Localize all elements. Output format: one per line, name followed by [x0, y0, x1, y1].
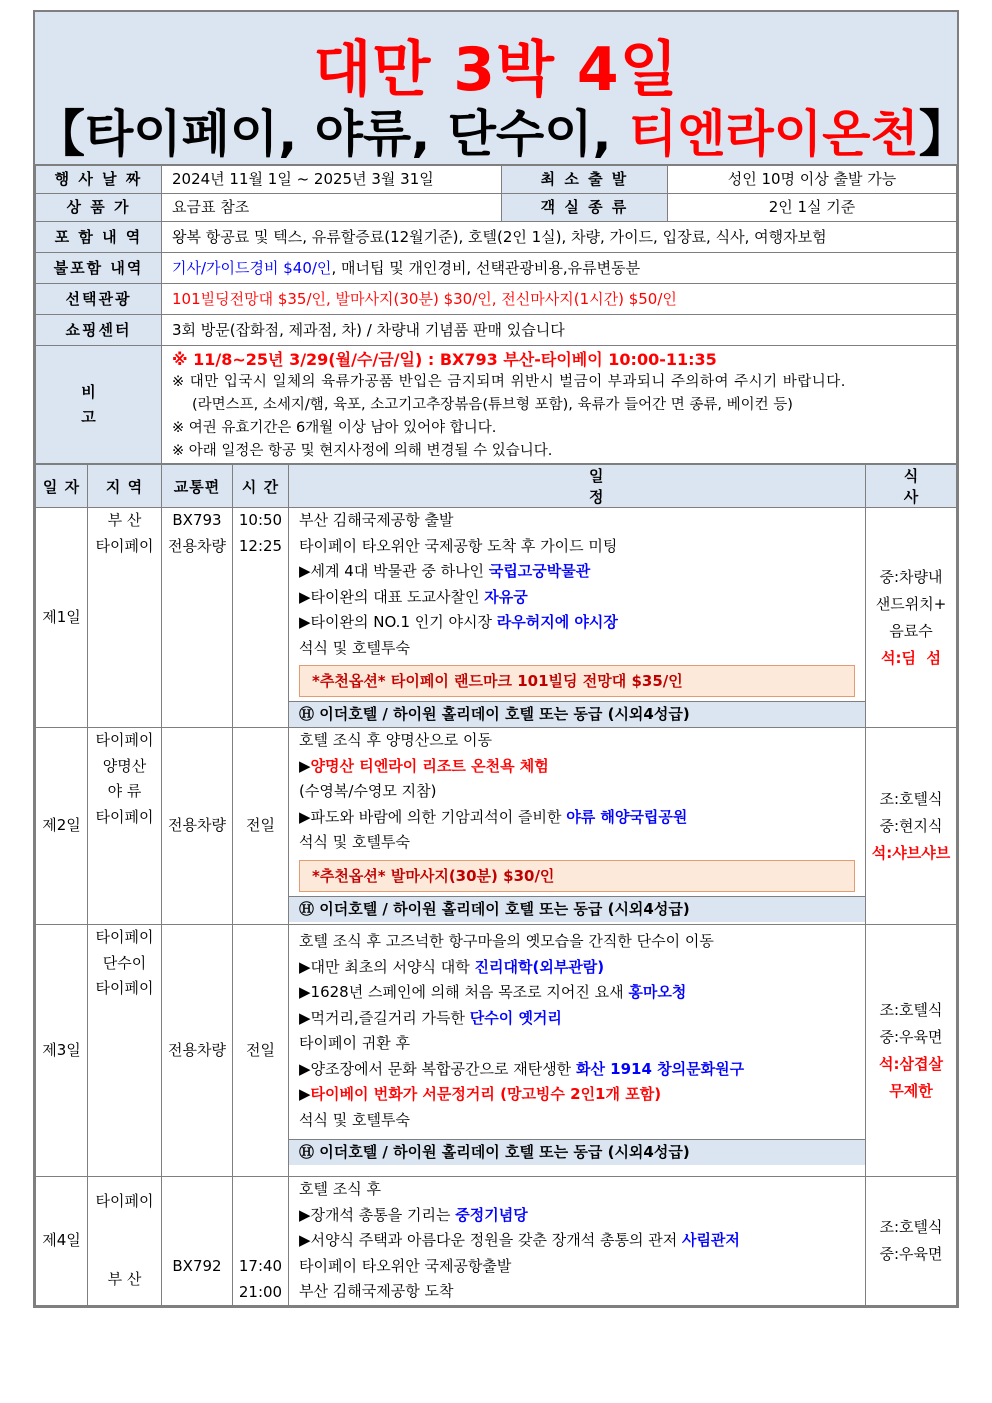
day-label: 제3일 [36, 925, 88, 1177]
region-item: 단수이 [102, 953, 147, 972]
region-item: 타이페이 [95, 731, 154, 749]
hotel-info: Ⓗ 이더호텔 / 하이원 홀리데이 호텔 또는 동급 (시외4성급) [289, 701, 865, 727]
itinerary-highlight: 국립고궁박물관 [488, 562, 591, 580]
title-banner [35, 12, 969, 165]
transport-item: BX793 [172, 511, 222, 529]
day-row [36, 508, 957, 728]
transport-cell [162, 1177, 233, 1306]
itinerary-text: ▶먹거리,즐길거리 가득한 [299, 1008, 470, 1027]
day-row [36, 728, 957, 925]
itinerary-text: 부산 김해국제공항 출발 [299, 511, 454, 529]
meal-item: 음료수 [889, 621, 933, 640]
header-region: 지 역 [88, 465, 162, 508]
meal-item: 중:현지식 [879, 816, 943, 835]
region-item: 부 산 [107, 1269, 142, 1288]
day-label: 제1일 [36, 508, 88, 728]
itinerary-text: ▶타이완의 NO.1 인기 야시장 [299, 613, 497, 631]
itinerary-text: 석식 및 호텔투숙 [299, 1110, 410, 1129]
itinerary-line [299, 1006, 855, 1032]
hotel-info: Ⓗ 이더호텔 / 하이원 홀리데이 호텔 또는 동급 (시외4성급) [289, 1139, 865, 1165]
option-label: 선택관광 [36, 284, 162, 315]
itinerary-text: 부산 김해국제공항 도착 [299, 1282, 454, 1300]
date-label: 행 사 날 짜 [36, 166, 162, 194]
info-table [35, 165, 957, 464]
day-row [36, 925, 957, 1177]
note-label: 비 고 [36, 346, 162, 464]
itinerary-text: ▶타이완의 대표 도교사찰인 [299, 587, 485, 606]
meal-cell [866, 508, 957, 728]
region-item: 타이페이 [95, 807, 154, 826]
date-value: 2024년 11월 1일 ~ 2025년 3월 31일 [162, 166, 502, 194]
itinerary-text: (수영복/수영모 지참) [299, 782, 437, 800]
shop-label: 쇼핑센터 [36, 315, 162, 346]
itinerary-line [299, 754, 855, 780]
header-meal: 식 사 [866, 465, 957, 508]
meal-item: 중:차량내 [879, 567, 943, 586]
itinerary-text: ▶양조장에서 문화 복합공간으로 재탄생한 [299, 1059, 576, 1078]
meal-item: 중:우육면 [879, 1027, 943, 1046]
region-cell [88, 925, 162, 1177]
itinerary-line [299, 1177, 855, 1203]
page-title: 대만 3박 4일 [313, 35, 679, 105]
exclude-label: 불포함 내역 [36, 253, 162, 284]
time-cell: 전일 [233, 728, 289, 925]
region-item: 타이페이 [95, 979, 154, 997]
itinerary-text: 타이페이 타오위안 국제공항 도착 후 가이드 미팅 [299, 536, 618, 555]
itinerary-line [299, 610, 855, 636]
itinerary-line [299, 830, 855, 856]
itinerary-line [299, 1082, 855, 1108]
itinerary-line [299, 1057, 855, 1083]
min-label: 최 소 출 발 [502, 166, 668, 194]
itinerary-text: 호텔 조식 후 고즈넉한 항구마을의 옛모습을 간직한 단수이 이동 [299, 932, 714, 950]
meal-item: 조:호텔식 [879, 1218, 943, 1236]
meal-item: 무제한 [889, 1081, 933, 1100]
itinerary-line [299, 559, 855, 585]
itinerary-line [299, 1031, 855, 1057]
note-change: ※ 아래 일정은 항공 및 현지사정에 의해 변경될 수 있습니다. [172, 443, 553, 459]
time-cell [233, 1177, 289, 1306]
region-item: 타이페이 [95, 536, 154, 555]
itinerary-text: 호텔 조식 후 양명산으로 이동 [299, 731, 492, 749]
itinerary-line [299, 980, 855, 1006]
itinerary-highlight: 단수이 옛거리 [469, 1008, 562, 1027]
itinerary-cell [289, 925, 866, 1177]
page-subtitle [35, 105, 969, 163]
itinerary-text: ▶1628년 스페인에 의해 처음 목조로 지어진 요새 [299, 983, 629, 1001]
region-item: 타이페이 [95, 928, 154, 946]
time-item: 17:40 [238, 1257, 283, 1275]
option-value: 101빌딩전망대 $35/인, 발마사지(30분) $30/인, 전신마사지(1시간) $50/인 [162, 284, 957, 315]
subtitle-suffix: 】 [918, 105, 969, 163]
itinerary-text: ▶ [299, 1085, 311, 1103]
note-passport: ※ 여권 유효기간은 6개월 이상 남아 있어야 합니다. [172, 420, 497, 436]
header-time: 시 간 [233, 465, 289, 508]
itinerary-highlight: 자유궁 [484, 587, 528, 606]
itinerary-line [299, 929, 855, 955]
note-meat-ban: ※ 대만 입국시 일체의 육류가공품 반입은 금지되며 위반시 벌금이 부과되니 주의하여 주시기 바랍니다. [172, 374, 846, 390]
day-row [36, 1177, 957, 1306]
region-item: 양명산 [102, 756, 147, 775]
header-itinerary: 일 정 [289, 465, 866, 508]
recommended-option: *추천옵션* 발마사지(30분) $30/인 [299, 860, 855, 892]
include-label: 포 함 내 역 [36, 222, 162, 253]
itinerary-cell [289, 728, 866, 925]
itinerary-line [299, 779, 855, 805]
meal-item: 조:호텔식 [879, 789, 943, 808]
itinerary-lines [289, 1177, 865, 1305]
transport-cell: 전용차량 [162, 728, 233, 925]
itinerary-sheet [33, 10, 969, 1308]
itinerary-cell [289, 508, 866, 728]
itinerary-line [299, 728, 855, 754]
itinerary-line [299, 636, 855, 662]
hotel-info: Ⓗ 이더호텔 / 하이원 홀리데이 호텔 또는 동급 (시외4성급) [289, 896, 865, 922]
itinerary-highlight: 진리대학(외부관람) [474, 957, 605, 976]
transport-cell [162, 508, 233, 728]
itinerary-highlight: 사림관저 [681, 1231, 740, 1249]
itinerary-text: ▶장개석 총통을 기리는 [299, 1205, 456, 1224]
price-value: 요금표 참조 [162, 194, 502, 222]
exclude-rest: , 매너팁 및 개인경비, 선택관광비용,유류변동분 [331, 258, 641, 277]
region-item: 부 산 [107, 511, 142, 529]
room-value: 2인 1실 기준 [668, 194, 957, 222]
day-label: 제2일 [36, 728, 88, 925]
transport-item: 전용차량 [168, 536, 226, 555]
itinerary-text: ▶세계 4대 박물관 중 하나인 [299, 562, 489, 580]
subtitle-prefix: 【타이페이, 야류, 단수이, [35, 105, 629, 163]
exclude-guide-fee: 기사/가이드경비 $40/인 [172, 258, 332, 277]
shop-value: 3회 방문(잡화점, 제과점, 차) / 차량내 기념품 판매 있습니다 [162, 315, 957, 346]
schedule-table [35, 464, 957, 1306]
itinerary-highlight: 야류 해양국립공원 [566, 807, 688, 826]
transport-cell: 전용차량 [162, 925, 233, 1177]
region-item: 타이페이 [95, 1192, 154, 1210]
region-item: 야 류 [107, 782, 142, 800]
itinerary-text: 석식 및 호텔투숙 [299, 638, 410, 657]
note-flight: ※ 11/8~25년 3/29(월/수/금/일) : BX793 부산-타이베이 10:00-11:35 [172, 350, 717, 369]
itinerary-text: ▶서양식 주택과 아름다운 정원을 갖춘 장개석 총통의 관저 [299, 1231, 682, 1249]
subtitle-highlight: 티엔라이온천 [628, 105, 919, 163]
itinerary-line [299, 1228, 855, 1254]
min-value: 성인 10명 이상 출발 가능 [668, 166, 957, 194]
itinerary-line [299, 585, 855, 611]
region-cell [88, 508, 162, 728]
itinerary-line [299, 1203, 855, 1229]
itinerary-highlight: 홍마오청 [628, 983, 687, 1001]
itinerary-line [299, 534, 855, 560]
itinerary-text: 석식 및 호텔투숙 [299, 833, 410, 851]
meal-item: 조:호텔식 [879, 1000, 943, 1019]
itinerary-highlight: 화산 1914 창의문화원구 [575, 1059, 745, 1078]
time-item: 21:00 [238, 1282, 283, 1301]
itinerary-text: ▶파도와 바람에 의한 기암괴석이 즐비한 [299, 807, 567, 826]
transport-item: BX792 [172, 1257, 222, 1275]
itinerary-line [299, 955, 855, 981]
itinerary-text: ▶ [299, 756, 311, 775]
itinerary-lines [289, 508, 865, 661]
note-box [162, 346, 957, 464]
header-transport: 교통편 [162, 465, 233, 508]
meal-item: 석:샤브샤브 [871, 843, 951, 862]
itinerary-highlight: 라우허지에 야시장 [496, 613, 618, 631]
itinerary-highlight: 중정기념당 [455, 1205, 528, 1224]
time-cell: 전일 [233, 925, 289, 1177]
include-value: 왕복 항공료 및 텍스, 유류할증료(12월기준), 호텔(2인 1실), 차량, 가이드, 입장료, 식사, 여행자보험 [162, 222, 957, 253]
note-meat-list: (라면스프, 소세지/햄, 육포, 소고기고추장볶음(튜브형 포함), 육류가 들어간 면 종류, 베이컨 등) [192, 397, 793, 413]
itinerary-lines [289, 925, 865, 1133]
day-label: 제4일 [36, 1177, 88, 1306]
region-cell [88, 1177, 162, 1306]
itinerary-text: 타이페이 귀환 후 [299, 1034, 410, 1052]
meal-item: 석:딤 섬 [881, 648, 941, 667]
price-label: 상 품 가 [36, 194, 162, 222]
itinerary-lines [289, 728, 865, 856]
itinerary-highlight: 타이베이 번화가 서문정거리 (망고빙수 2인1개 포함) [310, 1085, 662, 1103]
exclude-value [162, 253, 957, 284]
meal-cell [866, 1177, 957, 1306]
time-cell [233, 508, 289, 728]
room-label: 객 실 종 류 [502, 194, 668, 222]
itinerary-line [299, 508, 855, 534]
header-day: 일 자 [36, 465, 88, 508]
itinerary-text: 호텔 조식 후 [299, 1180, 381, 1198]
meal-cell [866, 925, 957, 1177]
region-cell [88, 728, 162, 925]
itinerary-line [299, 1279, 855, 1305]
meal-item: 석:삼겹살 [879, 1054, 943, 1073]
itinerary-text: ▶대만 최초의 서양식 대학 [299, 957, 475, 976]
recommended-option: *추천옵션* 타이페이 랜드마크 101빌딩 전망대 $35/인 [299, 665, 855, 697]
meal-item: 중:우육면 [879, 1245, 943, 1263]
time-item: 10:50 [238, 511, 283, 529]
meal-item: 샌드위치+ [875, 594, 947, 613]
itinerary-cell [289, 1177, 866, 1306]
itinerary-text: 타이페이 타오위안 국제공항출발 [299, 1256, 512, 1275]
time-item: 12:25 [238, 536, 283, 555]
itinerary-line [299, 1254, 855, 1280]
itinerary-line [299, 1108, 855, 1134]
meal-cell [866, 728, 957, 925]
itinerary-line [299, 805, 855, 831]
itinerary-highlight: 양명산 티엔라이 리조트 온천욕 체험 [310, 756, 549, 775]
